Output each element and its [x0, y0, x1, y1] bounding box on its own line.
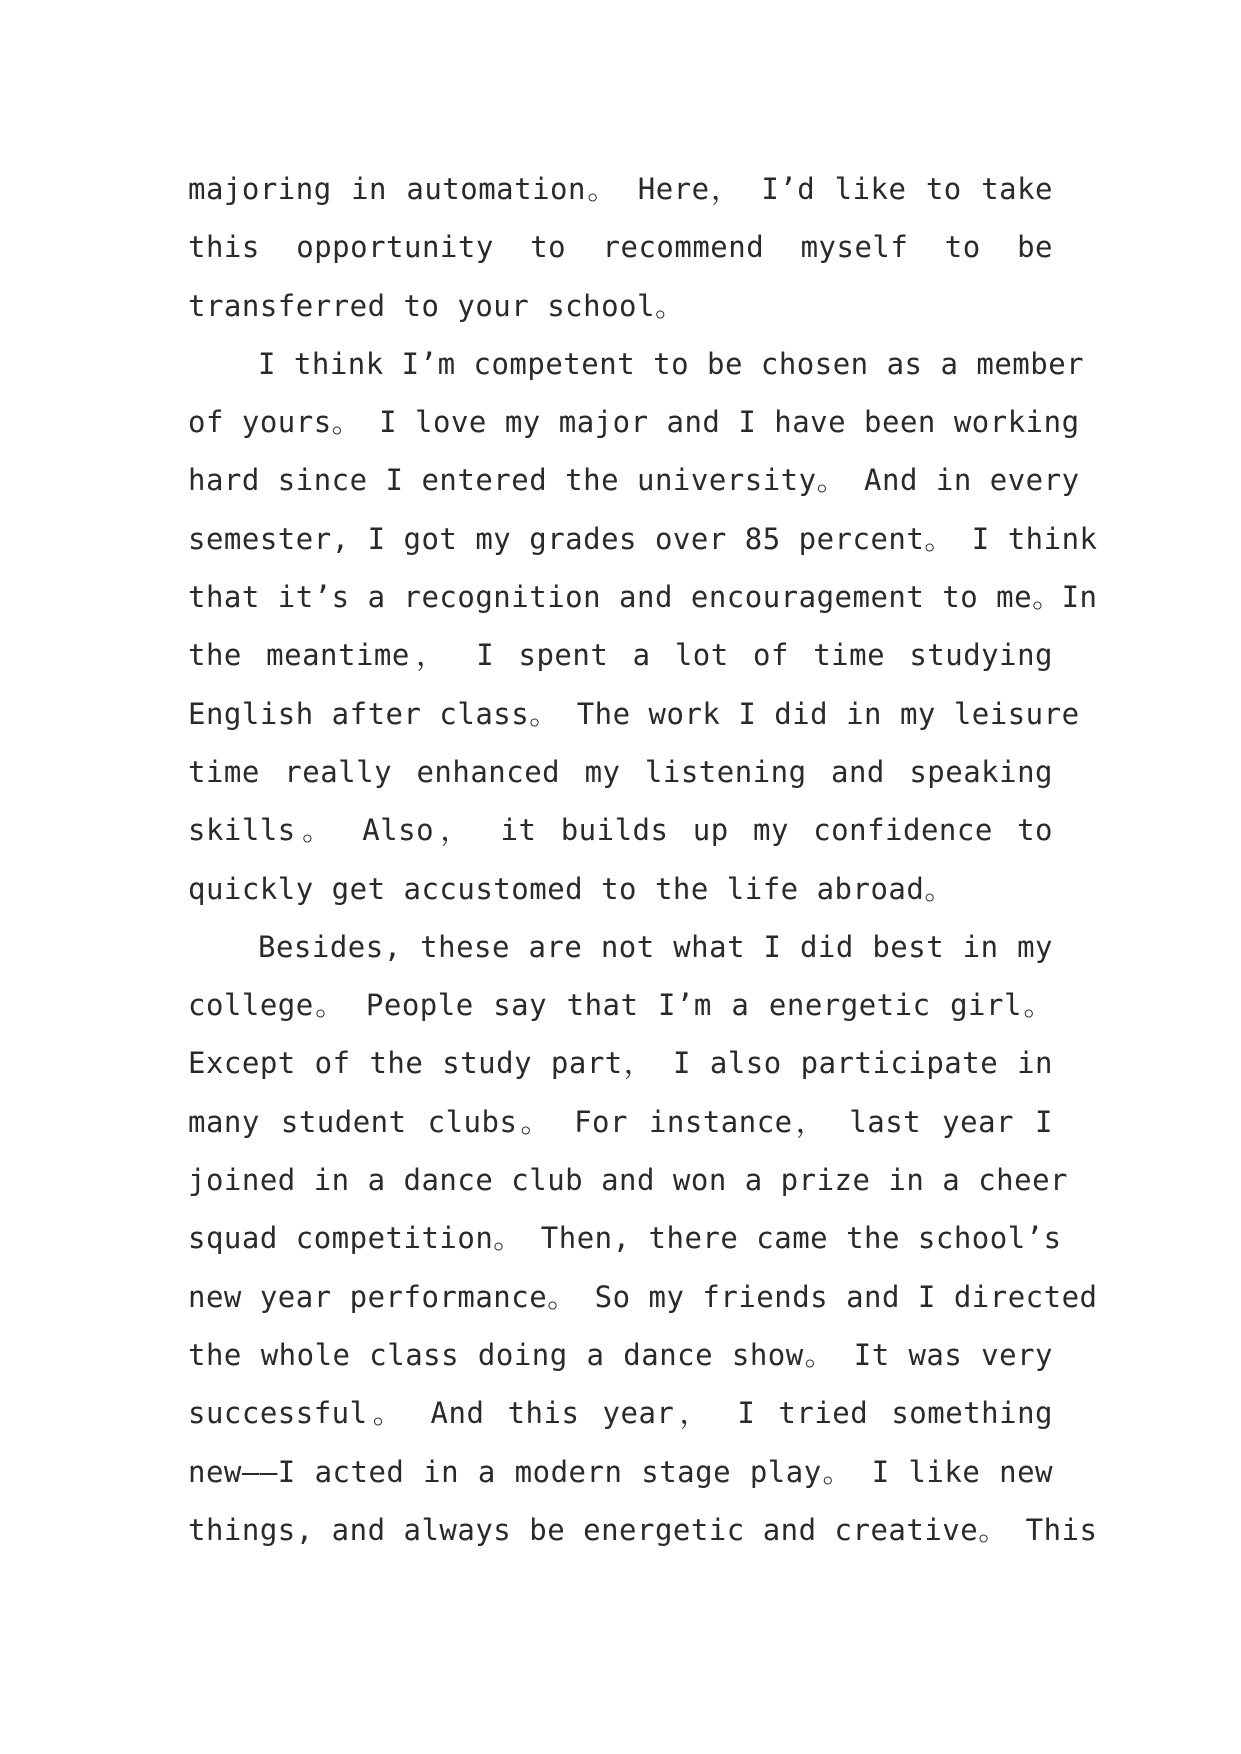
- text-line: this opportunity to recommend myself to be: [188, 230, 1053, 265]
- text-line: transferred to your school。: [188, 288, 685, 323]
- text-line: I think I’m competent to be chosen as a member: [258, 346, 1085, 381]
- text-line: Except of the study part， I also participate in: [188, 1046, 1053, 1081]
- text-line: squad competition。 Then, there came the school’s: [188, 1221, 1062, 1256]
- text-line: skills。 Also， it builds up my confidence to: [188, 813, 1053, 848]
- text-line: the meantime， I spent a lot of time studying: [188, 638, 1053, 673]
- text-line: quickly get accustomed to the life abroad。: [188, 871, 954, 906]
- text-line: new——I acted in a modern stage play。 I like new: [188, 1454, 1053, 1489]
- text-line: semester, I got my grades over 85 percent。 I think: [188, 521, 1098, 556]
- text-line: things, and always be energetic and creative。 This: [188, 1512, 1098, 1547]
- text-line: college。 People say that I’m a energetic girl。: [188, 988, 1053, 1023]
- body-text: [188, 160, 1098, 1559]
- text-line: majoring in automation。 Here， I’d like to take: [188, 172, 1053, 206]
- text-line: many student clubs。 For instance， last year I: [188, 1104, 1053, 1139]
- text-line: Besides, these are not what I did best in my: [258, 929, 1053, 964]
- text-line: that it’s a recognition and encouragement to me。In: [188, 580, 1098, 615]
- text-line: new year performance。 So my friends and I directed: [188, 1279, 1098, 1314]
- text-line: the whole class doing a dance show。 It was very: [188, 1337, 1053, 1372]
- text-line: hard since I entered the university。 And in every: [188, 463, 1080, 498]
- text-line: time really enhanced my listening and speaking: [188, 754, 1053, 789]
- text-line: English after class。 The work I did in my leisure: [188, 696, 1080, 731]
- text-line: of yours。 I love my major and I have been working: [188, 405, 1080, 440]
- text-line: joined in a dance club and won a prize in a cheer: [188, 1163, 1069, 1198]
- text-line: successful。 And this year， I tried something: [188, 1396, 1053, 1431]
